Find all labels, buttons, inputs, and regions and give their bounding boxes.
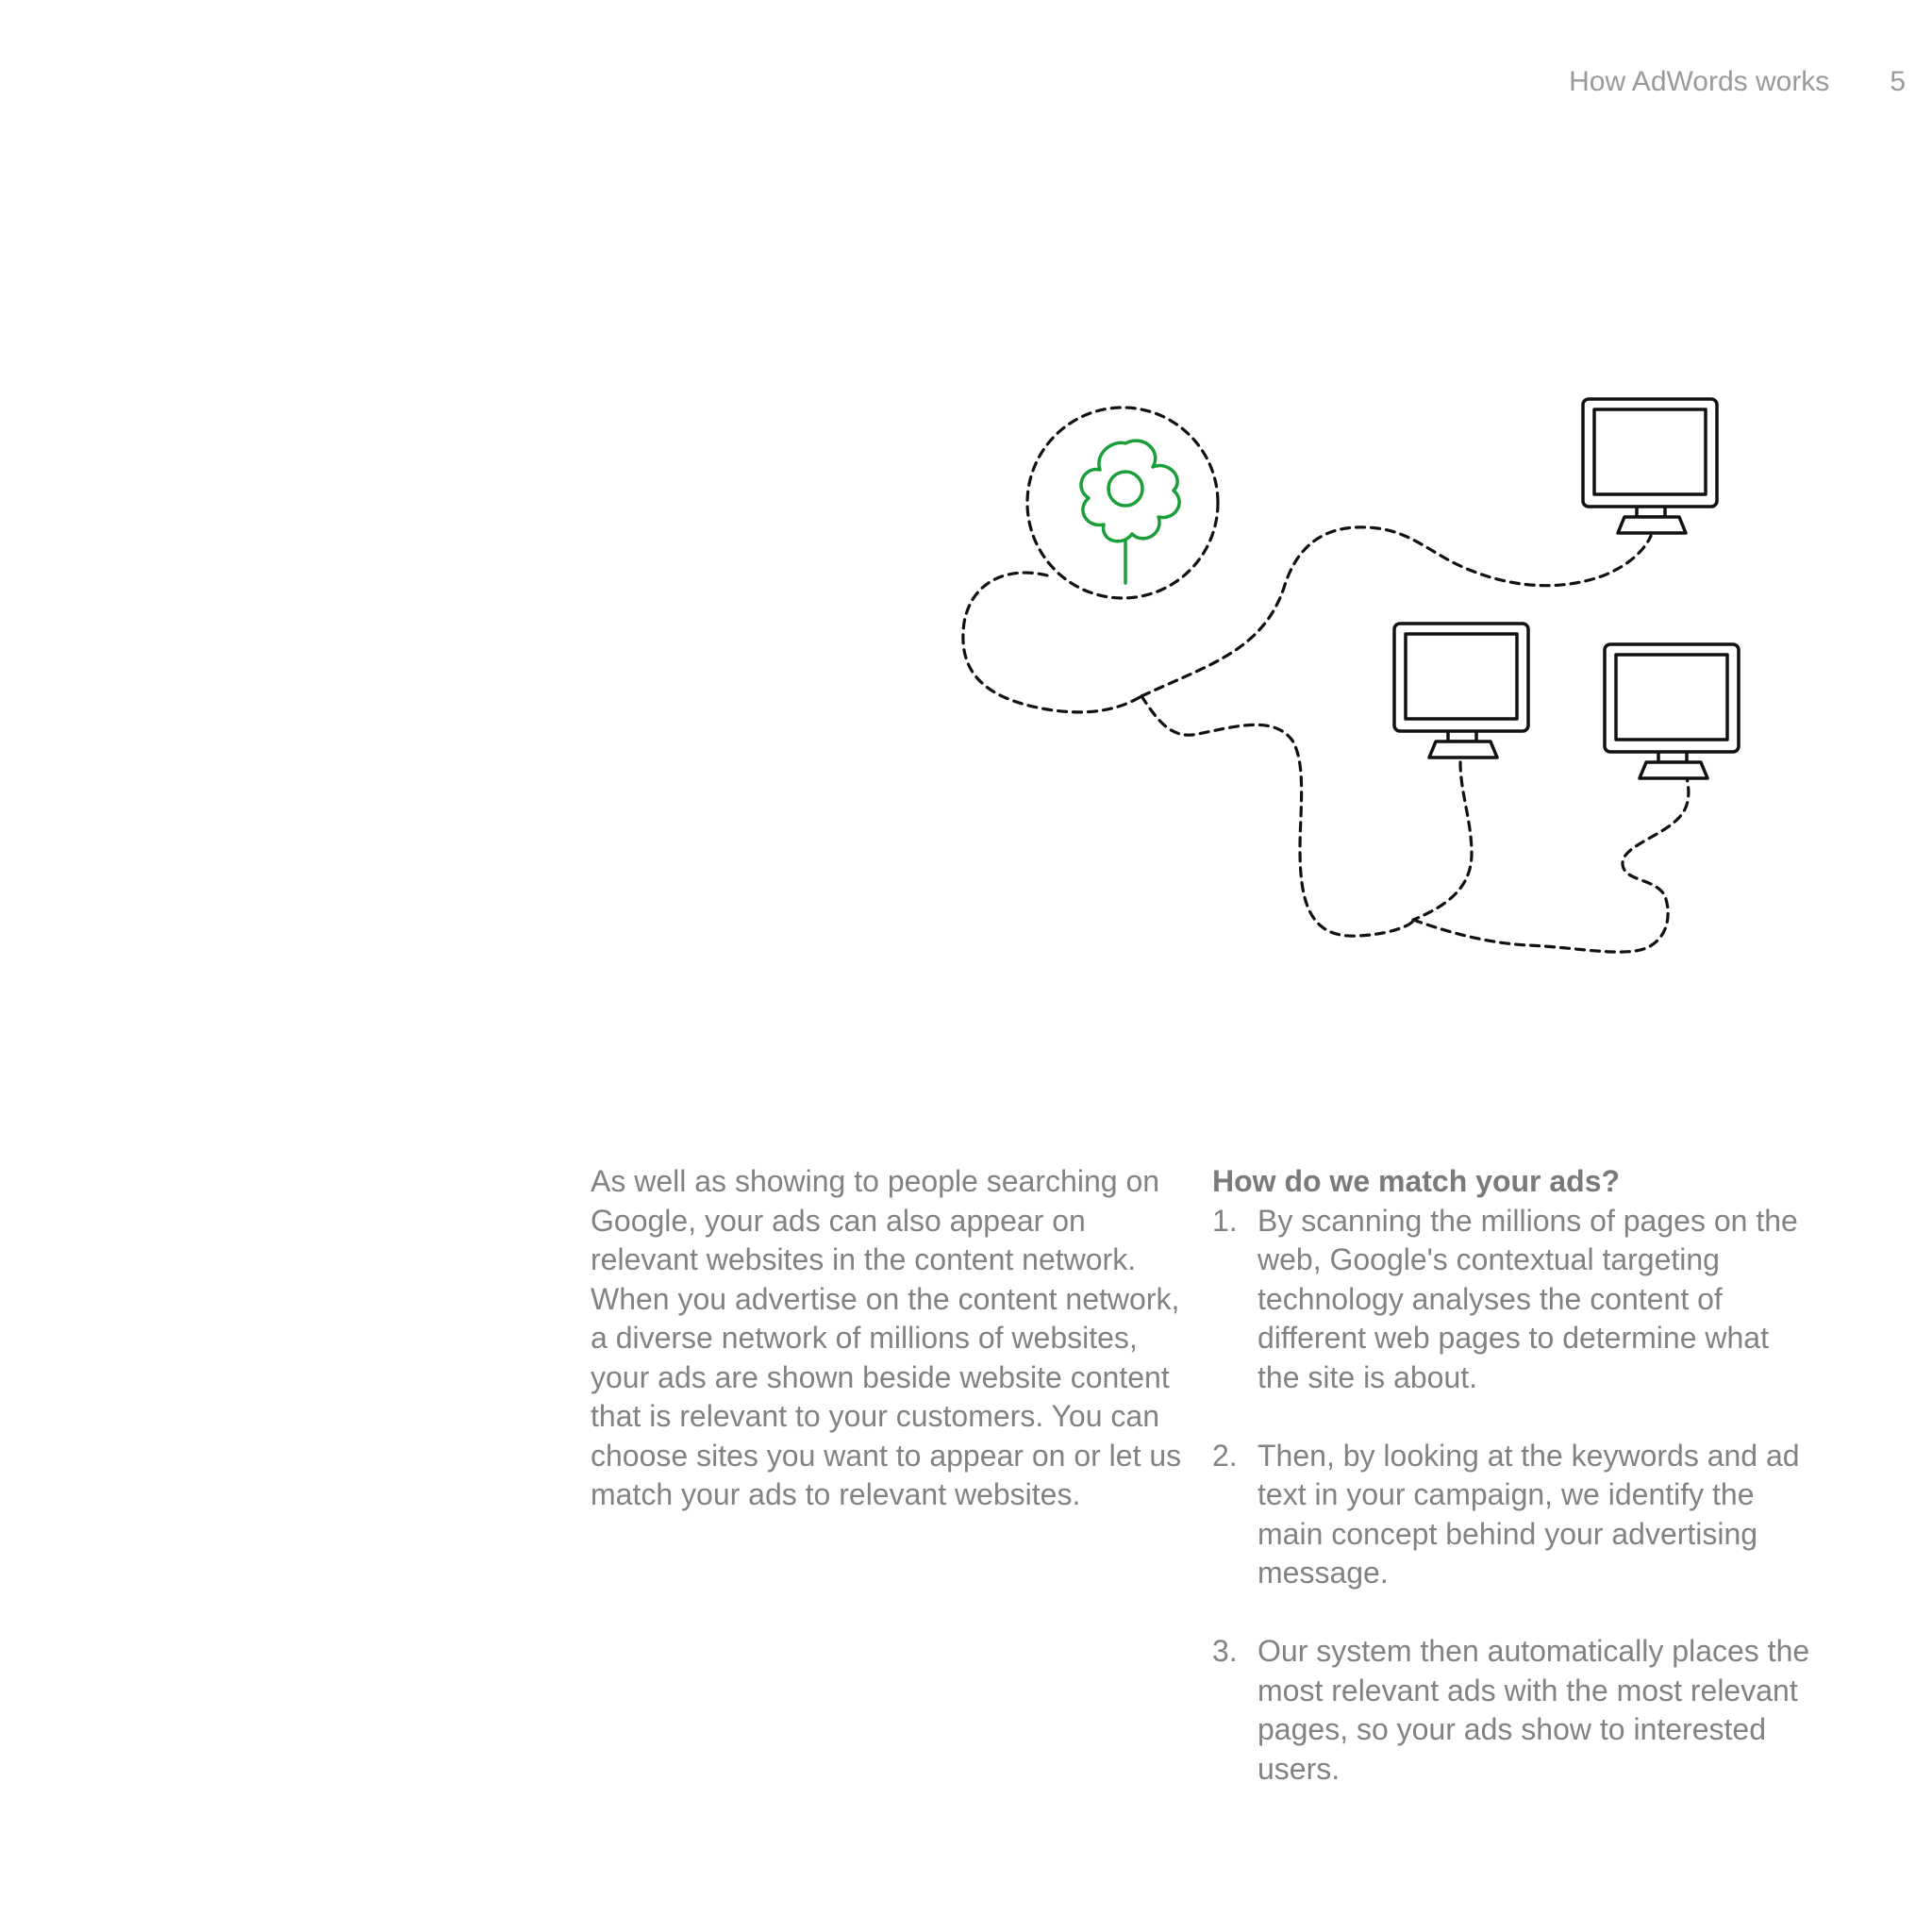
step-number: 1. bbox=[1212, 1203, 1238, 1238]
matching-steps-list bbox=[1212, 1202, 1816, 1790]
step-text: Then, by looking at the keywords and ad text in your campaign, we identify the main concept behind your advertising message. bbox=[1257, 1438, 1800, 1590]
matching-column bbox=[1212, 1162, 1816, 1828]
page-number: 5 bbox=[1890, 66, 1906, 97]
flower-icon bbox=[1081, 441, 1179, 583]
dashed-connection-paths bbox=[963, 408, 1689, 952]
monitor-icon bbox=[1394, 624, 1528, 758]
matching-heading: How do we match your ads? bbox=[1212, 1164, 1621, 1198]
flower-dashed-circle bbox=[1027, 408, 1218, 598]
path-to-right-monitor bbox=[1413, 778, 1689, 952]
monitor-icon bbox=[1605, 644, 1739, 778]
intro-column bbox=[591, 1162, 1194, 1515]
intro-paragraph: As well as showing to people searching on Google, your ads can also appear on relevant websites in the content network. When you advertise on the content network, a diverse network of millions of websites, your ads are shown beside website content that is relevant to your customers. You can choose sites you want to appear on or let us match your ads to relevant websites. bbox=[591, 1164, 1182, 1511]
monitor-icon bbox=[1583, 399, 1717, 533]
list-item bbox=[1212, 1437, 1816, 1593]
list-item bbox=[1212, 1202, 1816, 1398]
step-text: By scanning the millions of pages on the web, Google's contextual targeting technology analyses the content of different web pages to determine what the site is about. bbox=[1257, 1203, 1798, 1394]
step-text: Our system then automatically places the most relevant ads with the most relevant pages, so your ads show to interested users. bbox=[1257, 1634, 1810, 1786]
flower-loop-path bbox=[963, 573, 1141, 712]
path-to-middle-monitor bbox=[1413, 762, 1472, 920]
list-item bbox=[1212, 1632, 1816, 1789]
path-to-lower-loop bbox=[1141, 696, 1413, 936]
step-number: 3. bbox=[1212, 1634, 1238, 1668]
section-title: How AdWords works bbox=[1569, 66, 1830, 97]
step-number: 2. bbox=[1212, 1438, 1238, 1473]
